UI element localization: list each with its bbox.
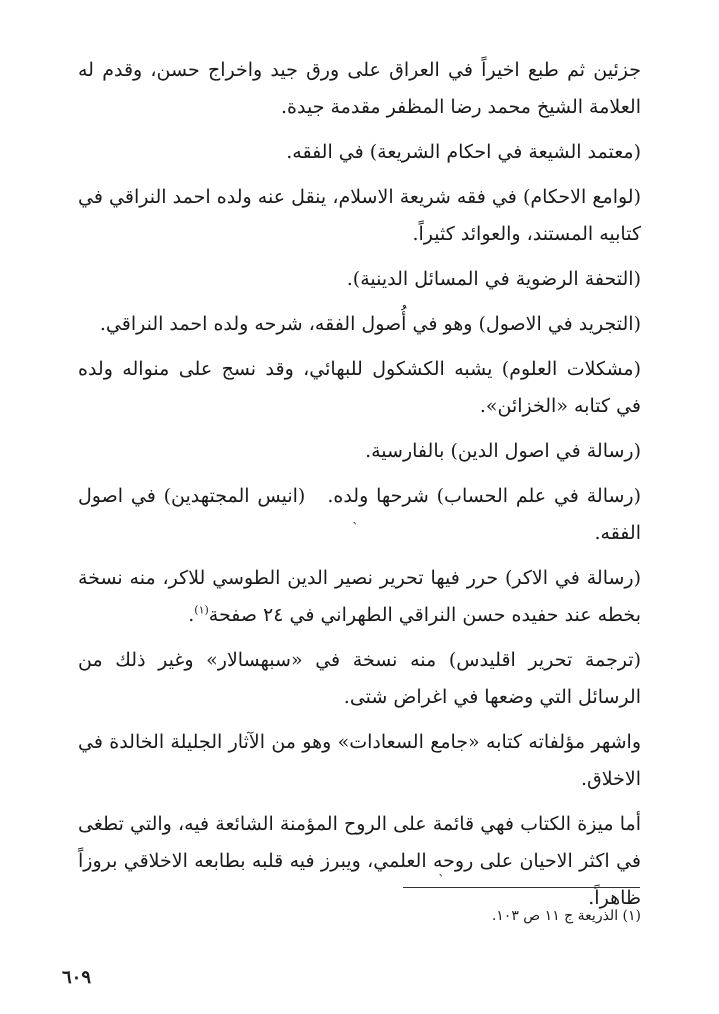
paragraph-usul-al-din: (رسالة في اصول الدين) بالفارسية. bbox=[365, 440, 641, 462]
paragraph-book-feature: أما ميزة الكتاب فهي قائمة على الروح المؤمنة الشائعة فيه، والتي تطغى في اكثر الاحيان على روحه العلمي، ويبرز فيه قلبه بطابعه الاخلاقي بروزاً ظاهراً. bbox=[78, 813, 641, 909]
paragraph-mushkilat: (مشكلات العلوم) يشبه الكشكول للبهائي، وقد نسج على منواله ولده في كتابه «الخزائن». bbox=[78, 358, 642, 417]
stray-mark: ` bbox=[438, 873, 445, 889]
paragraph-mutamad: (معتمد الشيعة في احكام الشريعة) في الفقه. bbox=[286, 141, 641, 163]
paragraph-jami-al-saadat: واشهر مؤلفاته كتابه «جامع السعادات» وهو من الآثار الجليلة الخالدة في الاخلاق. bbox=[78, 731, 641, 790]
footnote-divider bbox=[403, 887, 640, 888]
paragraph-akr bbox=[78, 560, 641, 634]
paragraph-publication: جزئين ثم طبع اخيراً في العراق على ورق جيد واخراج حسن، وقدم له العلامة الشيخ محمد رضا المظفر مقدمة جيدة. bbox=[78, 59, 641, 118]
footnote-marker: (١) bbox=[194, 603, 209, 617]
paragraph-tajrid: (التجريد في الاصول) وهو في أُصول الفقه، شرحه ولده احمد النراقي. bbox=[99, 313, 641, 335]
paragraph-hisab-anis bbox=[78, 478, 641, 552]
akr-end: . bbox=[188, 604, 195, 626]
main-text bbox=[78, 52, 641, 925]
paragraph-lawami: (لوامع الاحكام) في فقه شريعة الاسلام، ينقل عنه ولده احمد النراقي في كتابيه المستند، والعوائد كثيراً. bbox=[78, 186, 641, 245]
akr-text: (رسالة في الاكر) حرر فيها تحرير نصير الدين الطوسي للاكر، منه نسخة بخطه عند حفيده حسن النراقي الطهراني في ٢٤ صفحة bbox=[78, 567, 641, 626]
page-number: ٦٠٩ bbox=[62, 967, 92, 988]
stray-mark: ` bbox=[352, 521, 359, 537]
footnote: (١) الذريعة ج ١١ ص ١٠٣. bbox=[491, 908, 641, 924]
anis-entry: (انيس المجتهدين) في اصول الفقه. bbox=[78, 485, 641, 544]
paragraph-tuhfa: (التحفة الرضوية في المسائل الدينية). bbox=[346, 268, 641, 290]
hisab-entry: (رسالة في علم الحساب) شرحها ولده. bbox=[327, 485, 641, 507]
paragraph-tarjama: (ترجمة تحرير اقليدس) منه نسخة في «سبهسالار» وغير ذلك من الرسائل التي وضعها في اغراض شتى. bbox=[78, 649, 641, 708]
